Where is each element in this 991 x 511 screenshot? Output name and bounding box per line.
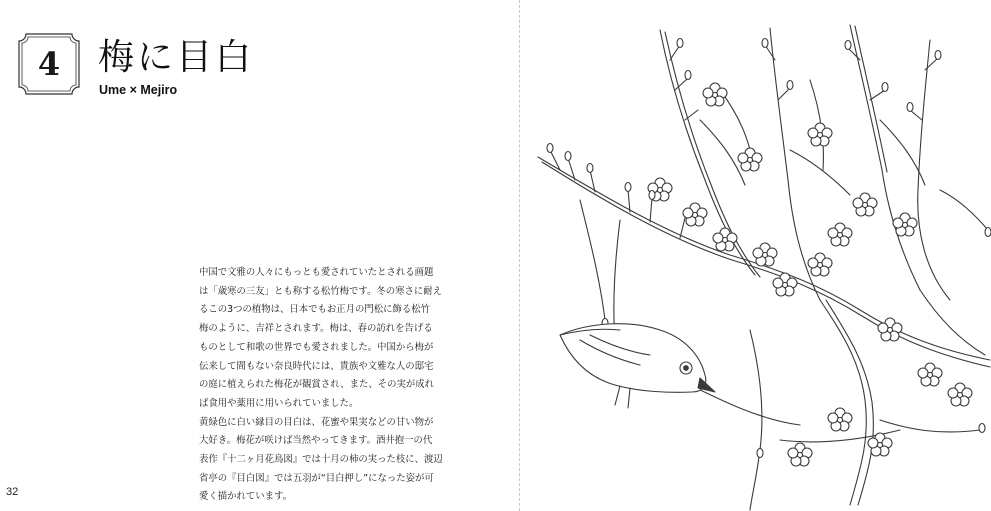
body-line: るこの3つの植物は、日本でもお正月の門松に飾る松竹 bbox=[199, 304, 430, 316]
body-line: 梅のように、吉祥とされます。梅は、春の訪れを告げる bbox=[199, 323, 433, 335]
page-number: 32 bbox=[6, 486, 19, 498]
body-line: は「歳寒の三友」とも称する松竹梅です。冬の寒さに耐え bbox=[199, 285, 443, 297]
chapter-title: 梅に目白 bbox=[98, 37, 255, 78]
branch-lines bbox=[538, 25, 990, 510]
white-eye-bird bbox=[560, 324, 715, 408]
right-page bbox=[520, 0, 991, 511]
body-line: の庭に植えられた梅花が観賞され、また、その実が成れ bbox=[199, 379, 434, 391]
body-line: 大好き。梅花が咲けば当然やってきます。酒井抱一の代 bbox=[199, 435, 433, 447]
body-line: 愛く描かれています。 bbox=[199, 491, 292, 503]
chapter-subtitle: Ume × Mejiro bbox=[99, 83, 178, 97]
body-text bbox=[199, 264, 443, 507]
body-line: 中国で文雅の人々にもっとも愛されていたとされる画題 bbox=[199, 267, 434, 278]
body-line: 伝来して間もない奈良時代には、貴族や文雅な人の邸宅 bbox=[199, 360, 434, 372]
body-line: 省亭の『目白図』では五羽が“目白押し”になった姿が可 bbox=[199, 472, 434, 484]
chapter-number: 4 bbox=[37, 45, 61, 83]
body-line: ば食用や薬用に用いられていました。 bbox=[199, 397, 359, 409]
plum-branch-and-white-eye-illustration bbox=[520, 0, 991, 511]
plum-blossoms bbox=[648, 83, 972, 466]
body-line: ものとして和歌の世界でも愛されました。中国から梅が bbox=[199, 341, 434, 353]
body-line: 黄緑色に白い縁目の目白は、花蜜や果実などの甘い物が bbox=[199, 416, 434, 428]
chapter-badge bbox=[18, 33, 80, 95]
body-line: 表作『十二ヶ月花鳥図』では十月の柿の実った枝に、渡辺 bbox=[199, 454, 443, 466]
